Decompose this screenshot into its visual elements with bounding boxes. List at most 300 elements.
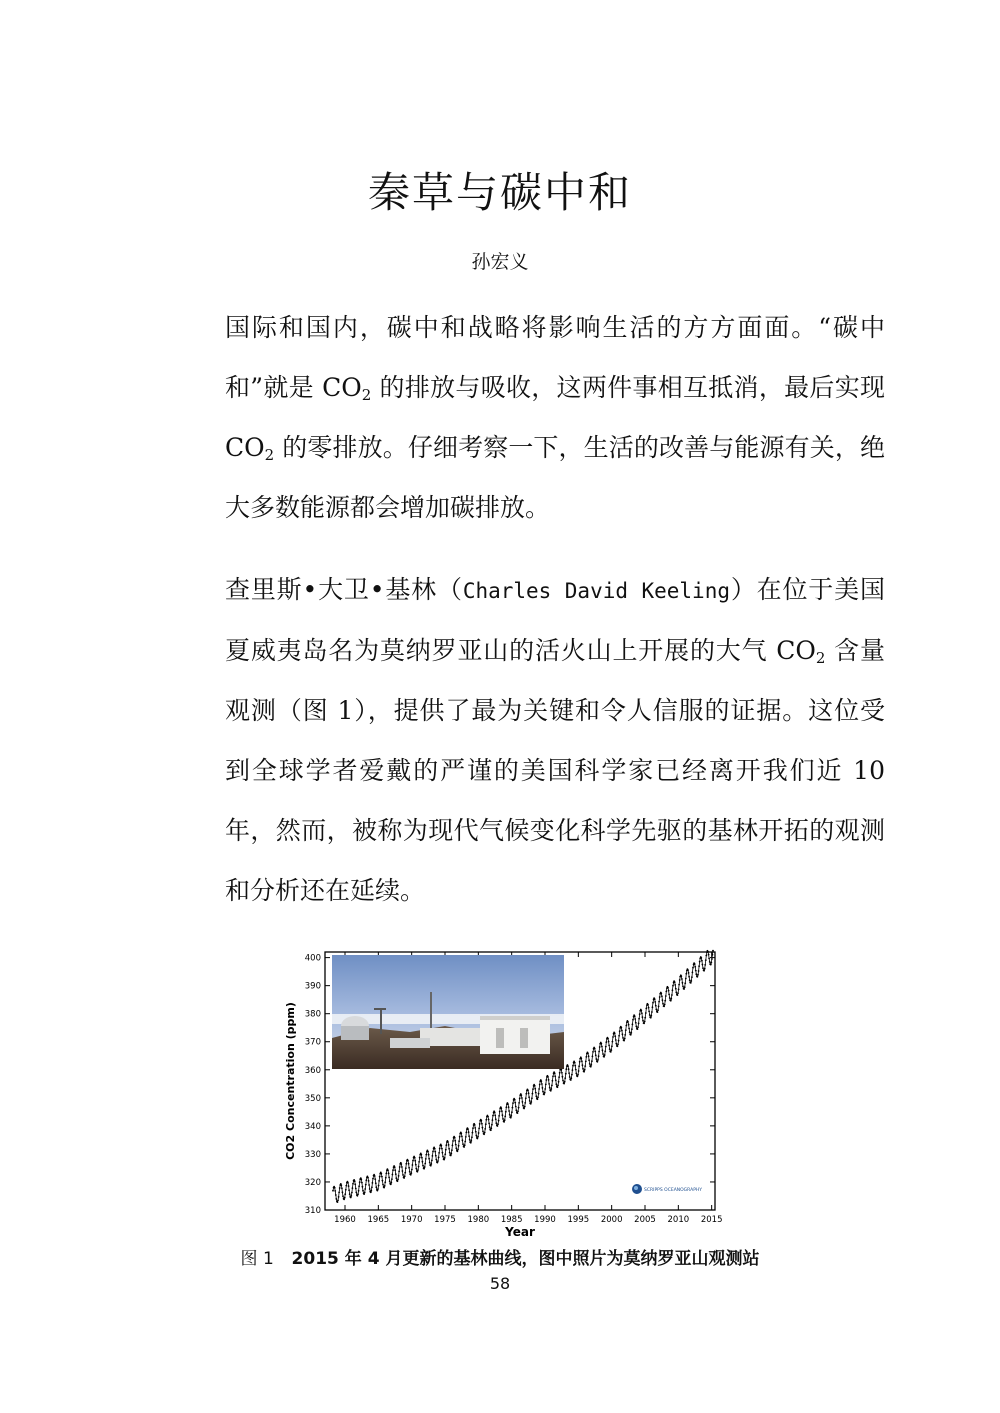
co2-point	[374, 1175, 376, 1177]
co2-point	[575, 1069, 577, 1071]
co2-point	[687, 969, 689, 971]
co2-point	[438, 1157, 440, 1159]
co2-point	[429, 1162, 431, 1164]
co2-point	[660, 993, 662, 995]
co2-point	[705, 955, 707, 957]
co2-point	[357, 1193, 359, 1195]
co2-point	[537, 1096, 539, 1098]
co2-point	[382, 1180, 384, 1182]
paragraph-2-text-b: ）在位于美国夏威夷岛名为莫纳罗亚山的活火山上开展的大气 CO	[225, 575, 885, 665]
co2-point	[617, 1044, 619, 1046]
x-tick-label-1985: 1985	[500, 1215, 523, 1225]
co2-point	[648, 1011, 650, 1013]
co2-point	[603, 1056, 605, 1058]
co2-point	[645, 1008, 647, 1010]
co2-point	[525, 1093, 527, 1095]
co2-point	[710, 964, 712, 966]
co2-point	[662, 999, 664, 1001]
co2-point	[389, 1180, 391, 1182]
co2-point	[625, 1025, 627, 1027]
co2-point	[710, 962, 712, 964]
co2-point	[492, 1115, 494, 1117]
co2-point	[358, 1185, 360, 1187]
co2-point	[510, 1117, 512, 1119]
co2-point	[381, 1176, 383, 1178]
co2-point	[677, 994, 679, 996]
co2-point	[472, 1132, 474, 1134]
co2-point	[707, 951, 709, 953]
co2-point	[334, 1187, 336, 1189]
co2-point	[532, 1093, 534, 1095]
co2-point	[483, 1133, 485, 1135]
co2-point	[604, 1050, 606, 1052]
co2-point	[627, 1021, 629, 1023]
co2-point	[335, 1198, 337, 1200]
co2-point	[365, 1184, 367, 1186]
co2-point	[510, 1115, 512, 1117]
co2-point	[342, 1191, 344, 1193]
co2-point	[557, 1086, 559, 1088]
y-tick-label-310: 310	[304, 1206, 321, 1216]
co2-point	[542, 1087, 544, 1089]
y-tick-label-350: 350	[304, 1093, 321, 1104]
co2-point	[628, 1028, 630, 1030]
co2-point	[589, 1063, 591, 1065]
co2-point	[610, 1051, 612, 1053]
co2-point	[463, 1146, 465, 1148]
co2-point	[695, 970, 697, 972]
co2-point	[359, 1181, 361, 1183]
co2-point	[672, 989, 674, 991]
co2-point	[508, 1106, 510, 1108]
co2-point	[649, 1014, 651, 1016]
co2-point	[688, 972, 690, 974]
co2-point	[351, 1192, 353, 1194]
co2-point	[335, 1194, 337, 1196]
co2-point	[665, 991, 667, 993]
co2-point	[539, 1084, 541, 1086]
co2-point	[337, 1200, 339, 1202]
co2-point	[685, 973, 687, 975]
co2-point	[555, 1083, 557, 1085]
co2-point	[372, 1178, 374, 1180]
co2-point	[652, 1002, 654, 1004]
co2-point	[395, 1173, 397, 1175]
co2-point	[540, 1080, 542, 1082]
co2-point	[634, 1015, 636, 1017]
co2-point	[374, 1178, 376, 1180]
co2-point	[587, 1053, 589, 1055]
co2-point	[680, 975, 682, 977]
co2-point	[682, 982, 684, 984]
co2-point	[414, 1157, 416, 1159]
co2-point	[655, 1009, 657, 1011]
co2-point	[657, 1009, 659, 1011]
co2-point	[652, 1006, 654, 1008]
co2-point	[507, 1103, 509, 1105]
co2-point	[369, 1188, 371, 1190]
co2-point	[584, 1065, 586, 1067]
co2-point	[610, 1049, 612, 1051]
co2-point	[564, 1081, 566, 1083]
co2-point	[477, 1138, 479, 1140]
co2-point	[580, 1058, 582, 1060]
co2-point	[569, 1076, 571, 1078]
co2-point	[644, 1021, 646, 1023]
co2-point	[391, 1178, 393, 1180]
x-tick-label-1960: 1960	[334, 1215, 356, 1225]
co2-point	[514, 1099, 516, 1101]
co2-point	[470, 1140, 472, 1142]
co2-point	[590, 1064, 592, 1066]
co2-point	[692, 967, 694, 969]
co2-point	[440, 1145, 442, 1147]
x-tick-label-1980: 1980	[467, 1215, 490, 1225]
co2-point	[405, 1163, 407, 1165]
co2-point	[525, 1097, 527, 1099]
co2-point	[454, 1140, 456, 1142]
co2-point	[503, 1121, 505, 1123]
co2-point	[632, 1024, 634, 1026]
co2-point	[552, 1076, 554, 1078]
co2-point	[705, 959, 707, 961]
co2-point	[658, 1001, 660, 1003]
co2-point	[558, 1081, 560, 1083]
co2-point	[428, 1158, 430, 1160]
co2-point	[478, 1128, 480, 1130]
co2-point	[471, 1136, 473, 1138]
co2-point	[588, 1055, 590, 1057]
co2-point	[598, 1055, 600, 1057]
co2-point	[523, 1108, 525, 1110]
co2-point	[670, 1000, 672, 1002]
co2-point	[338, 1192, 340, 1194]
co2-point	[360, 1179, 362, 1181]
co2-point	[458, 1145, 460, 1147]
co2-point	[697, 974, 699, 976]
co2-point	[368, 1180, 370, 1182]
co2-point	[344, 1193, 346, 1195]
x-tick-label-1970: 1970	[400, 1215, 423, 1225]
co2-point	[500, 1107, 502, 1109]
co2-point	[654, 998, 656, 1000]
co2-point	[475, 1135, 477, 1137]
co2-point	[348, 1185, 350, 1187]
co2-point	[598, 1051, 600, 1053]
co2-point	[492, 1119, 494, 1121]
co2-point	[388, 1173, 390, 1175]
co2-point	[544, 1092, 546, 1094]
co2-point	[364, 1192, 366, 1194]
observatory-photo	[332, 955, 564, 1069]
co2-point	[530, 1103, 532, 1105]
co2-point	[485, 1119, 487, 1121]
co2-point	[451, 1149, 453, 1151]
co2-point	[594, 1051, 596, 1053]
co2-point	[398, 1175, 400, 1177]
co2-point	[505, 1106, 507, 1108]
x-tick-label-1965: 1965	[367, 1215, 390, 1225]
co2-point	[390, 1184, 392, 1186]
co2-point	[364, 1188, 366, 1190]
co2-point	[581, 1060, 583, 1062]
y-tick-label-400: 400	[304, 953, 321, 964]
co2-point	[498, 1120, 500, 1122]
co2-point	[511, 1111, 513, 1113]
paragraph-1-text-c: 的零排放。仔细考察一下，生活的改善与能源有关，绝大多数能源都会增加碳排放。	[225, 433, 885, 522]
co2-point	[505, 1111, 507, 1113]
co2-point	[621, 1030, 623, 1032]
co2-point	[654, 1001, 656, 1003]
co2-point	[412, 1160, 414, 1162]
co2-point	[628, 1024, 630, 1026]
co2-point	[418, 1161, 420, 1163]
co2-point	[390, 1182, 392, 1184]
co2-point	[402, 1170, 404, 1172]
co2-point	[452, 1140, 454, 1142]
co2-point	[402, 1174, 404, 1176]
paragraph-1-subscript-a: 2	[361, 386, 372, 404]
co2-point	[384, 1185, 386, 1187]
co2-point	[422, 1161, 424, 1163]
author-name: 孙宏义	[471, 251, 529, 273]
caption-label: 图 1	[240, 1249, 274, 1269]
co2-point	[623, 1040, 625, 1042]
co2-point	[482, 1127, 484, 1129]
co2-point	[599, 1046, 601, 1048]
co2-point	[561, 1072, 563, 1074]
co2-point	[549, 1087, 551, 1089]
paragraph-1-subscript-b: 2	[264, 446, 275, 464]
co2-point	[480, 1120, 482, 1122]
co2-point	[450, 1153, 452, 1155]
co2-point	[465, 1132, 467, 1134]
x-tick-label-2015: 2015	[700, 1215, 723, 1225]
co2-point	[420, 1154, 422, 1156]
co2-point	[597, 1059, 599, 1061]
co2-point	[422, 1165, 424, 1167]
co2-point	[682, 986, 684, 988]
co2-point	[614, 1035, 616, 1037]
co2-point	[450, 1155, 452, 1157]
co2-point	[482, 1131, 484, 1133]
co2-point	[370, 1191, 372, 1193]
co2-point	[380, 1173, 382, 1175]
co2-point	[585, 1061, 587, 1063]
co2-point	[601, 1046, 603, 1048]
co2-point	[667, 987, 669, 989]
co2-point	[691, 976, 693, 978]
co2-point	[563, 1083, 565, 1085]
co2-point	[384, 1181, 386, 1183]
co2-point	[362, 1186, 364, 1188]
co2-point	[532, 1088, 534, 1090]
co2-point	[347, 1182, 349, 1184]
co2-point	[570, 1079, 572, 1081]
co2-point	[681, 978, 683, 980]
co2-point	[684, 982, 686, 984]
co2-point	[709, 961, 711, 963]
co2-point	[387, 1170, 389, 1172]
co2-point	[701, 960, 703, 962]
co2-point	[404, 1172, 406, 1174]
co2-point	[475, 1131, 477, 1133]
co2-point	[528, 1092, 530, 1094]
co2-point	[417, 1169, 419, 1171]
co2-point	[490, 1128, 492, 1130]
x-axis-label: Year	[505, 1225, 535, 1239]
co2-point	[392, 1174, 394, 1176]
co2-point	[490, 1129, 492, 1131]
co2-point	[408, 1163, 410, 1165]
co2-point	[597, 1061, 599, 1063]
co2-point	[531, 1097, 533, 1099]
co2-point	[702, 967, 704, 969]
co2-point	[502, 1114, 504, 1116]
co2-point	[494, 1112, 496, 1114]
co2-point	[615, 1039, 617, 1041]
co2-point	[562, 1080, 564, 1082]
co2-point	[575, 1073, 577, 1075]
co2-point	[637, 1026, 639, 1028]
co2-point	[697, 976, 699, 978]
co2-point	[444, 1153, 446, 1155]
co2-point	[595, 1054, 597, 1056]
co2-point	[700, 957, 702, 959]
co2-point	[602, 1049, 604, 1051]
co2-point	[340, 1184, 342, 1186]
co2-point	[459, 1136, 461, 1138]
paragraph-2-text-a: 查里斯•大卫•基林（	[225, 575, 463, 604]
co2-point	[452, 1145, 454, 1147]
co2-point	[582, 1068, 584, 1070]
co2-point	[408, 1167, 410, 1169]
co2-point	[398, 1171, 400, 1173]
co2-point	[400, 1163, 402, 1165]
co2-point	[468, 1131, 470, 1133]
co2-point	[502, 1118, 504, 1120]
co2-point	[639, 1013, 641, 1015]
co2-point	[464, 1141, 466, 1143]
co2-point	[551, 1085, 553, 1087]
co2-point	[461, 1136, 463, 1138]
co2-point	[675, 992, 677, 994]
co2-point	[637, 1028, 639, 1030]
co2-point	[512, 1107, 514, 1109]
co2-point	[415, 1168, 417, 1170]
co2-point	[524, 1102, 526, 1104]
co2-point	[571, 1074, 573, 1076]
co2-point	[694, 963, 696, 965]
x-tick-label-2010: 2010	[667, 1215, 690, 1225]
co2-point	[442, 1156, 444, 1158]
co2-point	[574, 1062, 576, 1064]
co2-point	[501, 1110, 503, 1112]
y-tick-label-370: 370	[304, 1037, 321, 1048]
co2-point	[449, 1152, 451, 1154]
co2-point	[370, 1190, 372, 1192]
co2-point	[608, 1045, 610, 1047]
co2-point	[554, 1075, 556, 1077]
co2-point	[557, 1085, 559, 1087]
co2-point	[521, 1097, 523, 1099]
co2-point	[684, 986, 686, 988]
co2-point	[588, 1059, 590, 1061]
co2-point	[378, 1185, 380, 1187]
co2-point	[495, 1122, 497, 1124]
co2-point	[570, 1077, 572, 1079]
co2-point	[378, 1180, 380, 1182]
co2-point	[600, 1043, 602, 1045]
co2-point	[543, 1094, 545, 1096]
co2-point	[522, 1101, 524, 1103]
co2-point	[455, 1147, 457, 1149]
co2-point	[584, 1069, 586, 1071]
co2-point	[591, 1060, 593, 1062]
y-tick-label-330: 330	[304, 1149, 321, 1160]
co2-point	[578, 1070, 580, 1072]
co2-point	[427, 1151, 429, 1153]
co2-point	[355, 1188, 357, 1190]
co2-point	[355, 1192, 357, 1194]
co2-point	[470, 1142, 472, 1144]
co2-point	[417, 1171, 419, 1173]
co2-point	[647, 1004, 649, 1006]
co2-point	[578, 1065, 580, 1067]
co2-point	[704, 968, 706, 970]
co2-point	[444, 1157, 446, 1159]
co2-point	[432, 1151, 434, 1153]
co2-point	[375, 1186, 377, 1188]
co2-point	[437, 1162, 439, 1164]
co2-point	[485, 1123, 487, 1125]
paragraph-1	[173, 298, 885, 538]
co2-point	[405, 1167, 407, 1169]
keeling-curve-chart	[270, 940, 730, 1240]
co2-point	[565, 1068, 567, 1070]
co2-point	[644, 1017, 646, 1019]
co2-point	[530, 1101, 532, 1103]
co2-point	[572, 1065, 574, 1067]
co2-point	[520, 1094, 522, 1096]
co2-point	[395, 1177, 397, 1179]
co2-point	[661, 995, 663, 997]
co2-point	[640, 1010, 642, 1012]
co2-point	[559, 1072, 561, 1074]
co2-point	[397, 1180, 399, 1182]
co2-point	[683, 988, 685, 990]
co2-point	[339, 1187, 341, 1189]
co2-point	[407, 1160, 409, 1162]
keeling-name-latin: Charles David Keeling	[462, 579, 730, 603]
co2-point	[457, 1150, 459, 1152]
co2-point	[592, 1051, 594, 1053]
co2-point	[711, 958, 713, 960]
co2-point	[592, 1056, 594, 1058]
co2-point	[702, 964, 704, 966]
co2-point	[423, 1168, 425, 1170]
co2-point	[674, 981, 676, 983]
co2-point	[634, 1018, 636, 1020]
co2-point	[460, 1133, 462, 1135]
co2-point	[622, 1033, 624, 1035]
co2-point	[695, 973, 697, 975]
co2-point	[568, 1072, 570, 1074]
paragraph-2	[173, 560, 885, 921]
co2-point	[698, 965, 700, 967]
co2-point	[574, 1065, 576, 1067]
co2-point	[635, 1022, 637, 1024]
